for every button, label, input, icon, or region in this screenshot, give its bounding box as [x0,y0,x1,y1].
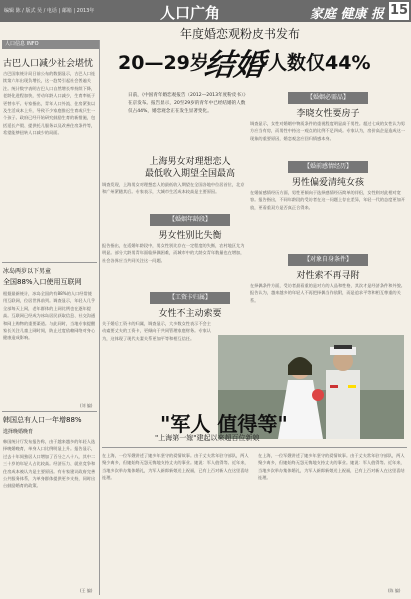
section-title: 男女性别比失衡 [158,231,222,241]
section-body: 调查显示，女性对婚姻中物质条件的重视程度明显高于男性。超过七成的女性认为男方应当有房，而男性中持这一观点的比例不足四成。专家认为，房价高企是造成这一现象的重要原因，婚恋观念应回归情感本身。 [250,121,405,141]
article-title: 古巴人口减少社会堪忧 [3,59,94,69]
headline-suffix: 人数仅44% [268,52,371,74]
section-tag: 【婚前感情经历】 [288,161,368,173]
column-divider [99,40,100,595]
article-subtitle: 选择晚婚晚育 [3,429,34,435]
photo-story-body: 在上海，一位军嫂讲述了她多年坚守的爱情故事。由于丈夫常年驻守部队，两人聚少离多，但她始终无怨无悔地支持丈夫的事业。她说：军人值得等。近年来，当地多次举办集体婚礼，为军人新郎新娘送上祝福，已有上百对新人在这里喜结连理。 [102,453,249,481]
article-title: 韩国总有人口一年增88% [3,416,82,424]
divider [102,447,407,448]
section-tag: 【婚姻必需品】 [288,92,368,104]
divider [2,411,97,412]
newspaper-name: 家庭 健康 报 [310,7,385,22]
article-credit: (刘 编) [80,403,93,408]
section-tag: 【对象自身条件】 [288,254,368,266]
section-title: 人口广角 [160,4,221,22]
article-credit: (王 编) [80,588,93,593]
photo-story-body-continued: 在上海，一位军嫂讲述了她多年坚守的爱情故事。由于丈夫常年驻守部队，两人聚少离多，但她始终无怨无悔地支持丈夫的事业。她说：军人值得等。近年来，当地多次举办集体婚礼，为军人新郎新娘送上祝福，已有上百对新人在这里喜结连理。 [258,453,405,481]
photo-story-subtitle: "上海第一嫁"建起以来超百位新娘 [155,434,260,442]
section-title: 对性索不再寻附 [296,271,360,281]
section-body: 关于婚后工资卡的归属，调查显示，大多数女性表示不会主动索要丈夫的工资卡，更倾向于共同管理家庭财务。专家认为，这体现了现代夫妻关系更加平等和相互信任。 [102,321,211,341]
divider [2,262,97,263]
headline-prefix: 20—29岁 [118,52,209,74]
article-body: 根据最新统计，冰岛全国约有88%的人口经常使用互联网，位居世界前列。调查显示，年轻人几乎全部每天上网，老年群体的上网比例也在逐年提高。互联网已经成为冰岛居民获取信息、社交沟通和网上购物的重要渠道。与此同时，当地专家提醒家长关注儿童上网时间，防止过度依赖网络对身心健康造成影响。 [3,291,96,341]
photo-story-headline: "军人 值得等" [160,412,288,436]
section-title: 男性偏爱清纯女孩 [291,178,364,188]
article-body: 韩国统计厅发布报告称，由于越来越多的年轻人选择晚婚晚育，单身人口比例明显上升。报告显示，过去十年间独居人口增加了百分之八十八，其中二三十岁的年轻人占比较高。经济压力、就业竞争和住房成本被认为是主要原因。有专家建议政府完善公共服务体系，为单身群体提供更多支持，同时出台鼓励婚育的政策。 [3,439,96,489]
section-title: 女性不主动索要 [158,309,222,319]
article-body: 古巴国家统计局日前公布的数据显示，古巴人口连续第六年出现负增长，这一趋势引起社会普遍关注。统计数字表明古巴人口自然增长率持续下降，老龄化进程加快，劳动年龄人口减少，生育率低于更替水平。专家指出，青年人口外流、住房紧张以及生活成本上升，导致不少家庭推迟生育或只生一个孩子。政府已经开始研究鼓励生育的新措施，包括延长产假、提供托儿服务以及改善住房条件等，希望能够扭转人口减少的局面。 [3,71,96,136]
headline-emphasis: 结婚 [202,48,267,83]
section-tag: 【婚姻年龄段】 [150,214,230,226]
left-column-header: 人口信息 INFO [2,40,99,49]
masthead-meta: 编辑 陈 / 版式 吴 / 电话 | 邮箱 | 2013年 [4,8,95,14]
article-title: 冰岛两岁以下男童 [3,268,52,275]
page-number: 15 [389,3,409,18]
intro-paragraph: 日前，《中国青年婚恋观报告（2012—2013年度粉皮书）》在京发布。报告显示，20至29岁的青年中已经结婚的人数仅占44%，婚恋观念正在发生显著变化。 [128,93,246,114]
section-body: 在择偶条件方面，受访者最看重的是对方的人品和性格，其次才是经济条件和外貌。报告认为，越来越多的年轻人不再把择偶当作依附，而是追求平等和相互尊重的关系。 [250,283,405,303]
section-tag: 上海男女对理想恋人 [149,157,231,167]
section-body: 报告指出，在适婚年龄段中，男女性别比存在一定程度的失衡，农村地区尤为明显。部分大龄男青年面临择偶困难，而城市中的大龄女青年数量也在增加，社会各界应当共同关注这一问题。 [102,243,245,263]
photo-story-credit: (陈 编) [388,588,401,593]
section-body: 在婚前感情经历方面，男性更倾向于选择感情经历简单的伴侣，女性则对此相对宽容。报告指出，不同年龄段的受访者在这一问题上存在差异，年轻一代的态度更加开放，更看重双方是否真正合得来。 [250,190,405,210]
masthead-bar [0,0,411,22]
section-body: 调查发现，上海男女对理想恋人的最低收入期望在全国各地中位居首位，北京和广州紧随其后。专家表示，大城市生活成本较高是主要原因。 [102,182,245,195]
section-tag: 【工资卡归属】 [150,292,230,304]
article-subtitle: 全国88%入口使用互联网 [3,278,82,286]
headline-subtitle: 年度婚恋观粉皮书发布 [180,27,301,41]
section-title: 最低收入期望全国最高 [144,169,235,179]
section-title: 李晓女性要房子 [296,109,360,119]
